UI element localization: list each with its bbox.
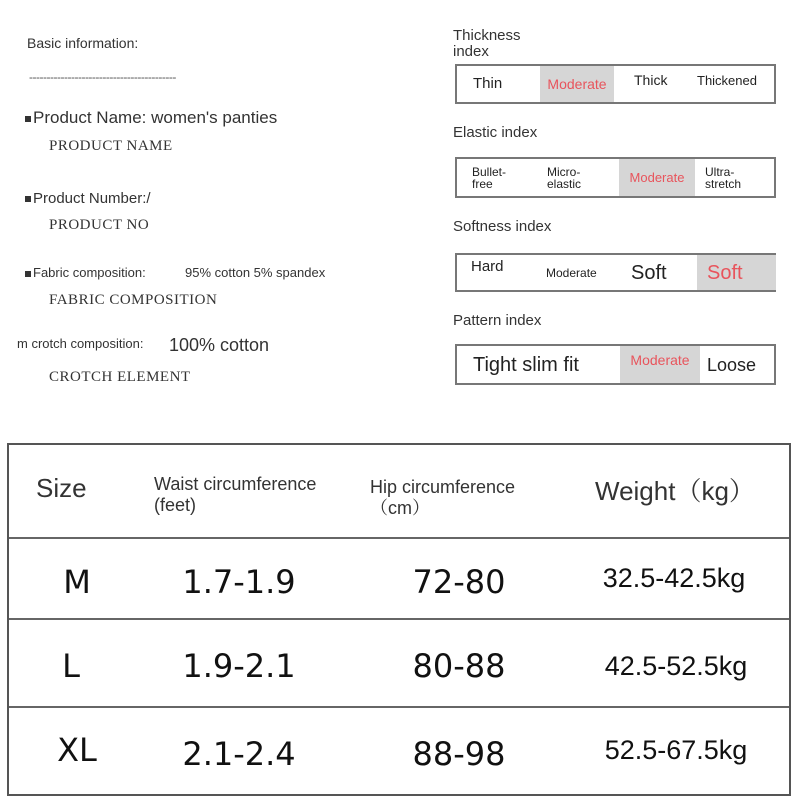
fabric-composition-label: Fabric composition: — [25, 265, 146, 280]
elastic-option-bullet-free: Bullet-free — [472, 164, 507, 191]
pattern-index-box — [455, 344, 776, 385]
header-waist: Waist circumference (feet) — [154, 474, 317, 515]
header-weight: Weight（kg） — [595, 476, 755, 506]
softness-option-hard: Hard — [471, 258, 504, 275]
basic-info-heading: Basic information: — [27, 35, 139, 51]
product-number-label: Product Number:/ — [25, 190, 151, 207]
row-m-weight: 32.5-42.5kg — [602, 563, 746, 593]
elastic-option-micro-elastic: Micro-elastic — [547, 164, 582, 191]
elastic-index-box — [455, 157, 776, 198]
row-l-waist: 1.9-2.1 — [182, 647, 296, 685]
basic-info-divider: ------------------------------------------ — [29, 70, 176, 84]
header-size: Size — [36, 473, 87, 503]
row-divider — [9, 706, 789, 708]
softness-index-box — [455, 253, 776, 292]
crotch-composition-label: m crotch composition: — [17, 336, 144, 351]
header-hip: Hip circumference （cm） — [370, 477, 516, 518]
row-m-size: M — [63, 563, 91, 601]
pattern-option-tight-slim-fit: Tight slim fit — [473, 353, 579, 376]
crotch-composition-value: 100% cotton — [169, 335, 270, 355]
row-l-hip: 80-88 — [412, 647, 506, 685]
elastic-index-title: Elastic index — [453, 124, 538, 141]
fabric-composition-sub: FABRIC COMPOSITION — [49, 292, 218, 308]
row-xl-weight: 52.5-67.5kg — [604, 735, 748, 765]
softness-option-soft-selected: Soft — [697, 255, 776, 290]
bullet-icon — [25, 196, 31, 202]
pattern-option-loose: Loose — [707, 354, 757, 375]
product-name-sub: PRODUCT NAME — [49, 138, 173, 154]
bullet-icon — [25, 271, 31, 277]
row-xl-size: XL — [57, 731, 97, 769]
thickness-option-moderate: Moderate — [540, 66, 614, 102]
row-l-weight: 42.5-52.5kg — [604, 651, 748, 681]
thickness-index-title: Thickness index — [453, 27, 521, 60]
pattern-index-title: Pattern index — [453, 312, 542, 329]
softness-option-soft: Soft — [631, 261, 667, 284]
product-number-sub: PRODUCT NO — [49, 217, 150, 233]
size-table — [7, 443, 791, 796]
crotch-composition-sub: CROTCH ELEMENT — [49, 369, 191, 385]
row-xl-hip: 88-98 — [412, 735, 506, 773]
thickness-option-thickened: Thickened — [697, 73, 757, 88]
fabric-composition-value: 95% cotton 5% spandex — [185, 265, 326, 280]
pattern-option-moderate: Moderate — [620, 346, 700, 383]
row-divider — [9, 618, 789, 620]
row-m-hip: 72-80 — [412, 563, 506, 601]
elastic-option-ultra-stretch: Ultra-stretch — [705, 164, 742, 191]
row-xl-waist: 2.1-2.4 — [182, 735, 296, 773]
thickness-index-box — [455, 64, 776, 104]
product-name-label: Product Name: women's panties — [25, 108, 277, 128]
row-divider — [9, 537, 789, 539]
row-m-waist: 1.7-1.9 — [182, 563, 296, 601]
row-l-size: L — [62, 647, 80, 685]
softness-index-title: Softness index — [453, 218, 552, 235]
softness-option-moderate: Moderate — [546, 265, 597, 280]
thickness-option-thick: Thick — [634, 72, 668, 88]
bullet-icon — [25, 116, 31, 122]
elastic-option-moderate: Moderate — [619, 159, 695, 196]
thickness-option-thin: Thin — [473, 75, 503, 92]
